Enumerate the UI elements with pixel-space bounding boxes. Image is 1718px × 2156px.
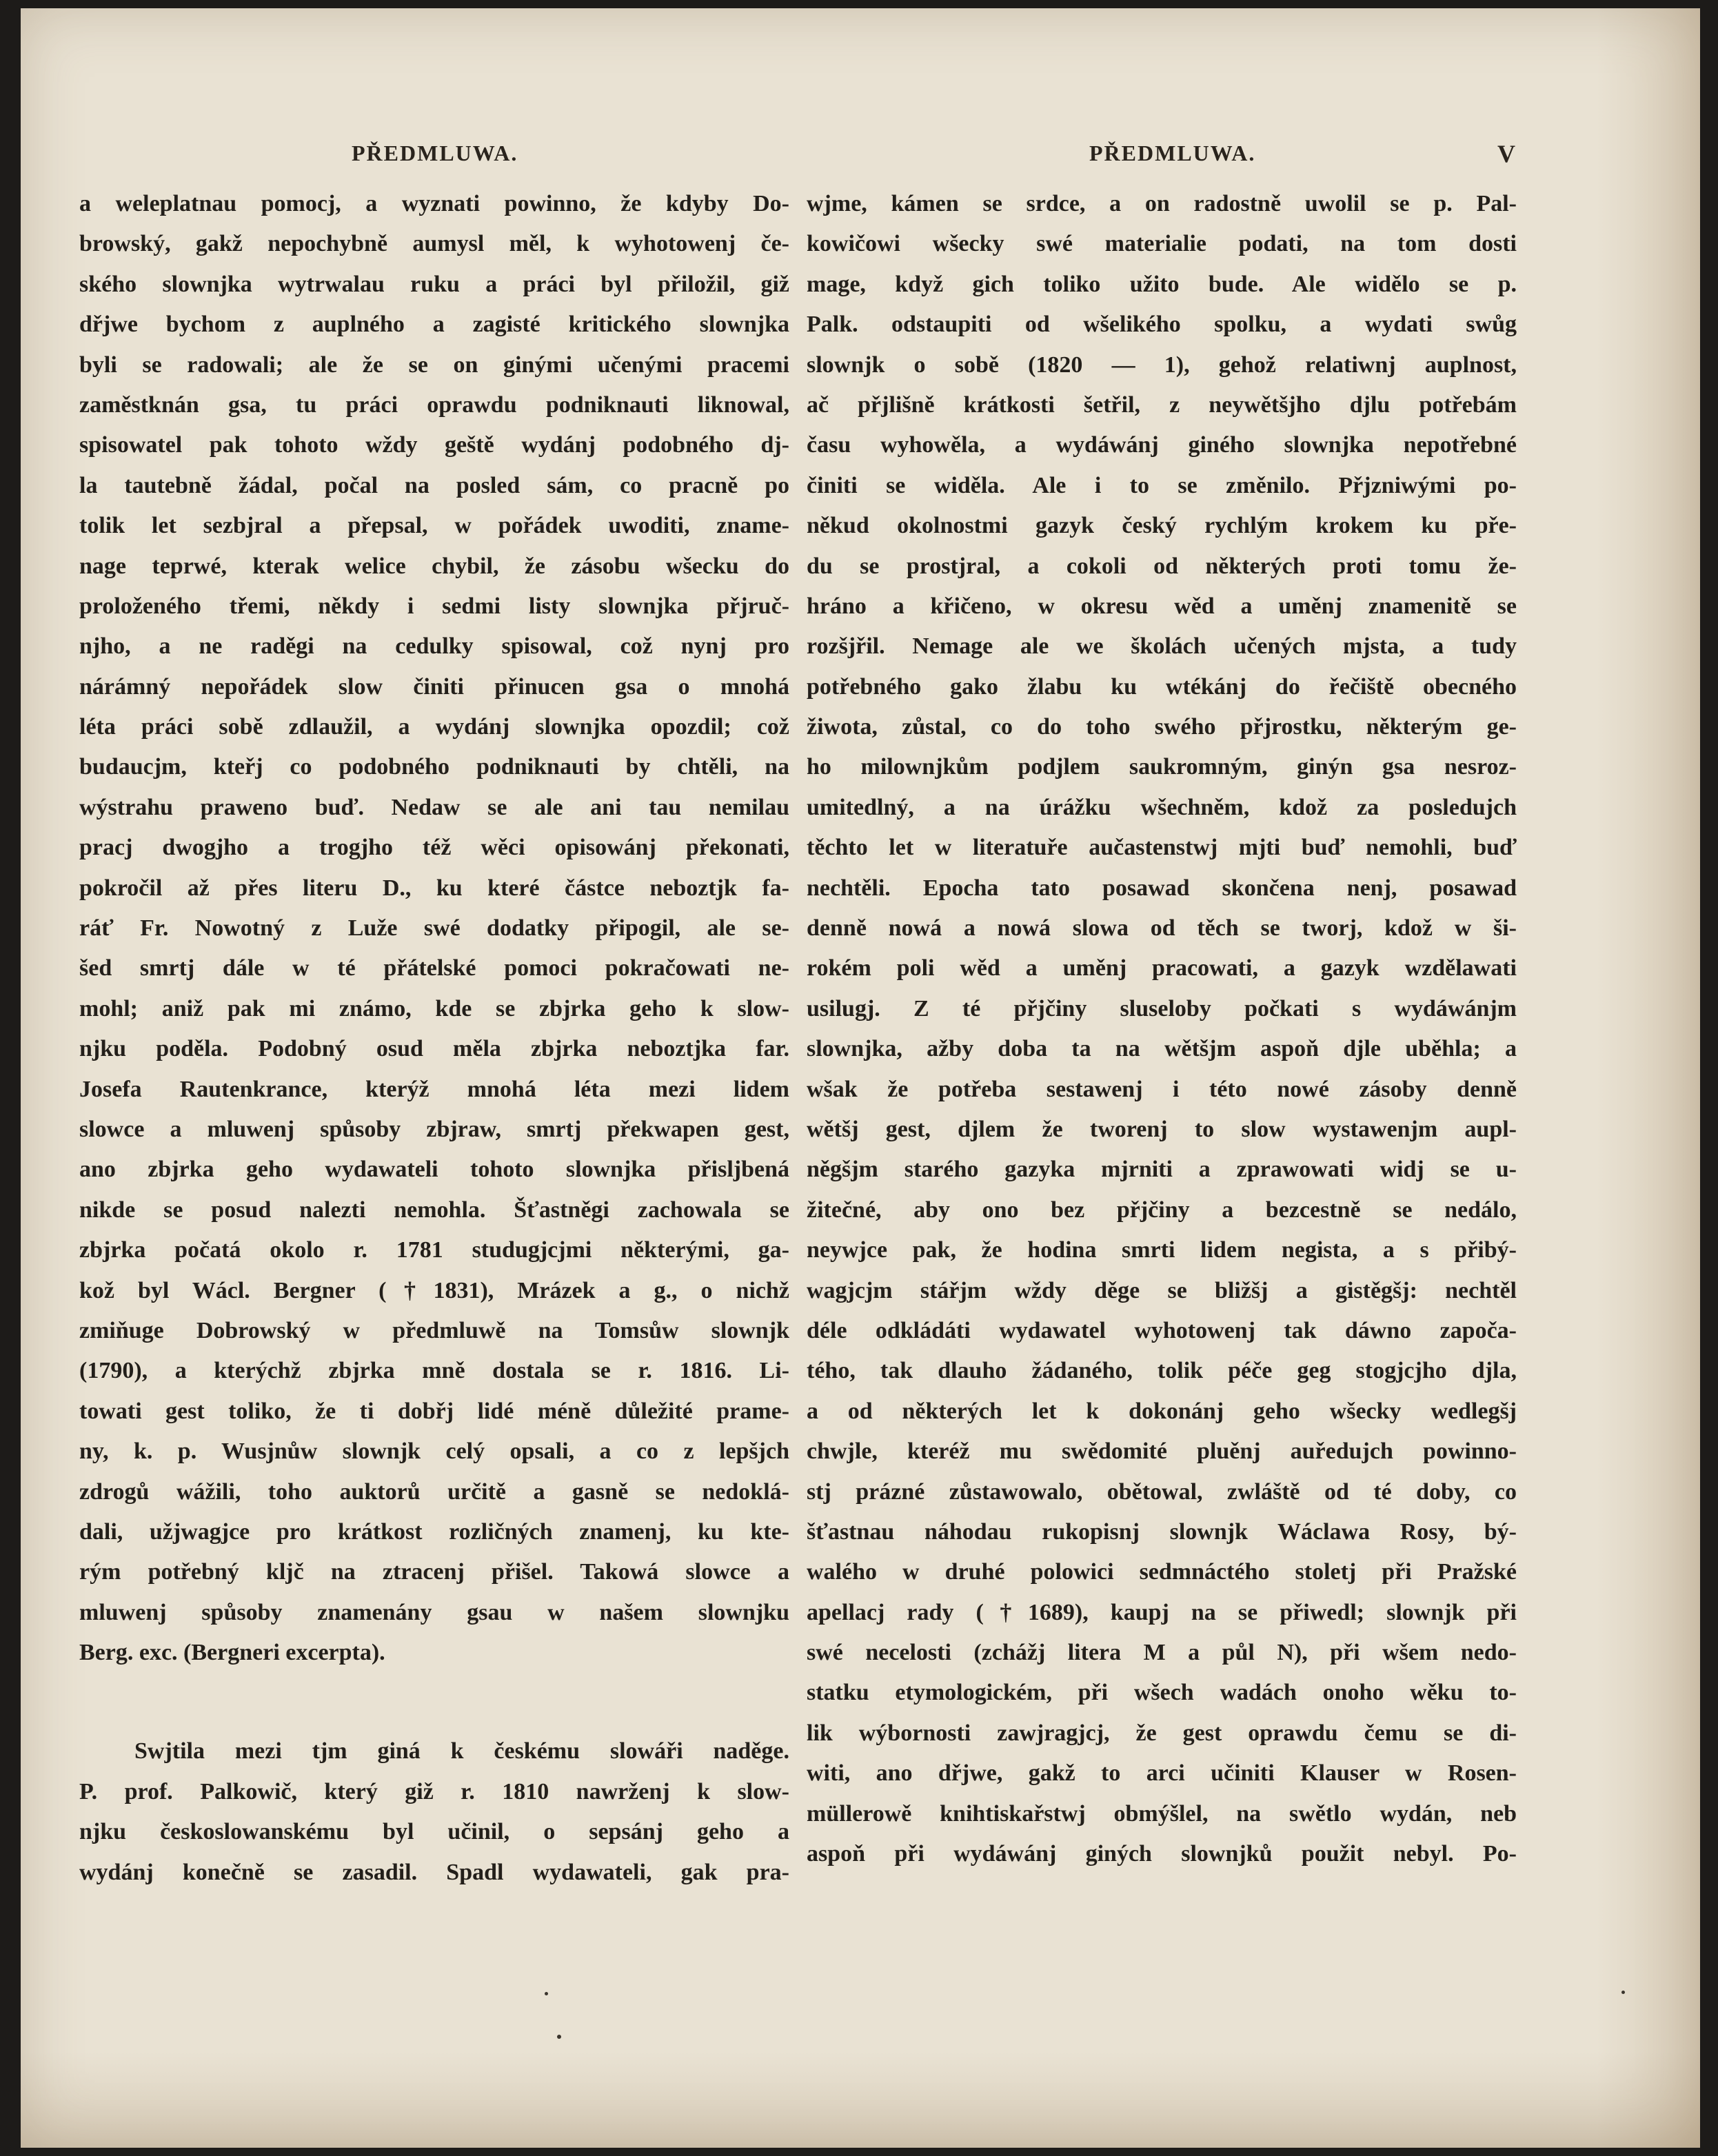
text-line: někud okolnostmi gazyk český rychlým krokem ku pře- — [807, 513, 1517, 539]
text-line: du se prostjral, a cokoli od některých proti tomu že- — [807, 553, 1517, 579]
text-line: mage, když gich toliko užito bude. Ale widělo se p. — [807, 271, 1517, 297]
scanned-page — [21, 8, 1700, 2148]
text-line: statku etymologickém, při wšech wadách onoho wěku to- — [807, 1680, 1517, 1706]
text-line: žitečné, aby ono bez přjčiny a bezcestně se nedálo, — [807, 1197, 1517, 1223]
text-line: la tautebně žádal, počal na posled sám, co pracně po — [79, 472, 789, 498]
text-line: njku poděla. Podobný osud měla zbjrka neboztjka far. — [79, 1036, 789, 1062]
text-line: pokročil až přes literu D., ku které částce neboztjk fa- — [79, 875, 789, 901]
text-line: ho milownjkům podjlem saukromným, ginýn gsa nesroz- — [807, 754, 1517, 780]
ink-speck — [545, 1992, 548, 1995]
text-line: déle odkládáti wydawatel wyhotowenj tak dáwno započa- — [807, 1317, 1517, 1343]
text-line: denně nowá a nowá slowa od těch se tworj, kdož w ši- — [807, 915, 1517, 942]
text-line: ráť Fr. Nowotný z Luže swé dodatky připogil, ale se- — [79, 915, 789, 942]
text-line: nechtěli. Epocha tato posawad skončena nenj, posawad — [807, 875, 1517, 901]
text-line: walého w druhé polowici sedmnáctého stoletj při Pražské — [807, 1559, 1517, 1585]
text-line: zmiňuge Dobrowský w předmluwě na Tomsůw slownjk — [79, 1317, 789, 1343]
text-line: zaměstknán gsa, tu práci oprawdu podniknauti liknowal, — [79, 391, 789, 418]
text-line: Swjtila mezi tjm giná k českému slowáři naděge. — [134, 1738, 789, 1765]
text-line: lik wýbornosti zawjragjcj, že gest oprawdu čemu se di- — [807, 1720, 1517, 1746]
text-line: spisowatel pak tohoto wždy geště wydánj podobného dj- — [79, 432, 789, 458]
text-line: neywjce pak, že hodina smrti lidem negista, a s přibý- — [807, 1237, 1517, 1263]
left-column — [79, 184, 789, 1893]
text-line: nárámný nepořádek slow činiti přinucen gsa o mnohá — [79, 673, 789, 700]
text-line: těchto let w literatuře aučastenstwj mjti buď nemohli, buď — [807, 835, 1517, 861]
text-line: slownjk o sobě (1820 — 1), gehož relatiwnj auplnost, — [807, 352, 1517, 378]
text-line: rozšjřil. Nemage ale we školách učených mjsta, a tudy — [807, 633, 1517, 660]
text-line: byli se radowali; ale že se on ginými učenými pracemi — [79, 352, 789, 378]
text-line: wydánj konečně se zasadil. Spadl wydawateli, gak pra- — [79, 1859, 789, 1885]
page-edge-shading — [1597, 8, 1700, 2148]
text-line: towati gest toliko, že ti dobřj lidé méně důležité prame- — [79, 1398, 789, 1424]
ink-speck — [557, 2035, 561, 2039]
text-line: zdrogů wážili, toho auktorů určitě a gasně se nedoklá- — [79, 1478, 789, 1505]
text-line: njho, a ne raděgi na cedulky spisowal, což nynj pro — [79, 633, 789, 660]
text-line: ač přjlišně krátkosti šetřil, z neywětšjho djlu potřebám — [807, 391, 1517, 418]
text-line: wýstrahu praweno buď. Nedaw se ale ani tau nemilau — [79, 794, 789, 820]
right-column — [807, 184, 1517, 1874]
text-line: chwjle, kteréž mu swědomité pluěnj auředujch powinno- — [807, 1438, 1517, 1465]
text-line: tého, tak dlauho žádaného, tolik péče geg stogjcjho djla, — [807, 1358, 1517, 1384]
text-line: času wyhowěla, a wydáwánj giného slownjka nepotřebné — [807, 432, 1517, 458]
text-line: wětšj gest, djlem že tworenj to slow wystawenjm aupl- — [807, 1116, 1517, 1142]
text-line: (1790), a kterýchž zbjrka mně dostala se r. 1816. Li- — [79, 1358, 789, 1384]
text-line: stj prázné zůstawowalo, obětowal, zwláště od té doby, co — [807, 1478, 1517, 1505]
text-line: a weleplatnau pomocj, a wyznati powinno, že kdyby Do- — [79, 191, 789, 216]
ink-speck — [1621, 1991, 1625, 1994]
text-line: ano zbjrka geho wydawateli tohoto slownjka přisljbená — [79, 1157, 789, 1183]
text-line: kowičowi wšecky swé materialie podati, na tom dosti — [807, 231, 1517, 257]
text-line: müllerowě knihtiskařstwj obmýšlel, na swětlo wydán, neb — [807, 1800, 1517, 1827]
text-line: Josefa Rautenkrance, kterýž mnohá léta mezi lidem — [79, 1076, 789, 1102]
text-line: tolik let sezbjral a přepsal, w pořádek uwoditi, zname- — [79, 513, 789, 539]
text-line: nikde se posud nalezti nemohla. Šťastněgi zachowala se — [79, 1197, 789, 1223]
text-line: rým potřebný kljč na ztracenj přišel. Takowá slowce a — [79, 1559, 789, 1585]
text-line: mohl; aniž pak mi známo, kde se zbjrka geho k slow- — [79, 995, 789, 1021]
text-line: činiti se widěla. Ale i to se změnilo. Přjzniwými po- — [807, 472, 1517, 498]
page-number: V — [1497, 140, 1515, 167]
text-line: apellacj rady (†1689), kaupj na se přiwedl; slownjk při — [807, 1599, 1517, 1625]
text-line: slownjka, ažby doba ta na wětšjm aspoň djle uběhla; a — [807, 1036, 1517, 1062]
text-line: hráno a křičeno, w okresu wěd a uměnj znamenitě se — [807, 593, 1517, 619]
text-line: wšak že potřeba sestawenj i této nowé zásoby denně — [807, 1076, 1517, 1102]
text-line: swé necelosti (zchážj litera M a půl N), při wšem nedo- — [807, 1640, 1517, 1666]
paragraph-gap — [79, 1673, 789, 1731]
text-line: budaucjm, kteřj co podobného podniknauti by chtěli, na — [79, 754, 789, 780]
text-line: proloženého třemi, někdy i sedmi listy slownjka přjruč- — [79, 593, 789, 619]
text-line: Palk. odstaupiti od wšelikého spolku, a wydati swůg — [807, 312, 1517, 338]
text-line: rokém poli wěd a uměnj pracowati, a gazyk wzdělawati — [807, 955, 1517, 982]
text-line: wjme, kámen se srdce, a on radostně uwolil se p. Pal- — [807, 191, 1517, 216]
text-line: potřebného gako žlabu ku wtékánj do řečiště obecného — [807, 673, 1517, 700]
text-line: zbjrka počatá okolo r. 1781 studugjcjmi některými, ga- — [79, 1237, 789, 1263]
text-line: a od některých let k dokonánj geho wšecky wedlegšj — [807, 1398, 1517, 1424]
text-line: browský, gakž nepochybně aumysl měl, k wyhotowenj če- — [79, 231, 789, 257]
text-line: usilugj. Z té přjčiny sluseloby počkati s wydáwánjm — [807, 995, 1517, 1021]
text-line: mluwenj spůsoby znamenány gsau w našem slownjku — [79, 1599, 789, 1625]
text-line: pracj dwogjho a trogjho též wěci opisowánj překonati, — [79, 835, 789, 861]
text-line: šed smrtj dále w té přátelské pomoci pokračowati ne- — [79, 955, 789, 982]
text-line: slowce a mluwenj spůsoby zbjraw, smrtj překwapen gest, — [79, 1116, 789, 1142]
text-line: léta práci sobě zdlaužil, a wydánj slownjka opozdil; což — [79, 714, 789, 740]
running-head-right: PŘEDMLUWA. — [1089, 141, 1256, 165]
text-line: něgšjm starého gazyka mjrniti a zprawowati widj se u- — [807, 1157, 1517, 1183]
text-line: ského slownjka wytrwalau ruku a práci byl přiložil, giž — [79, 271, 789, 297]
text-line: P. prof. Palkowič, který giž r. 1810 nawrženj k slow- — [79, 1778, 789, 1804]
text-line: kož byl Wácl. Bergner (†1831), Mrázek a g., o nichž — [79, 1277, 789, 1303]
text-line: witi, ano dřjwe, gakž to arci učiniti Klauser w Rosen- — [807, 1760, 1517, 1787]
text-line: ny, k. p. Wusjnůw slownjk celý opsali, a co z lepšjch — [79, 1438, 789, 1465]
text-line: nage teprwé, kterak welice chybil, že zásobu wšecku do — [79, 553, 789, 579]
text-line: njku českoslowanskému byl učinil, o sepsánj geho a — [79, 1819, 789, 1845]
running-head-left: PŘEDMLUWA. — [352, 141, 518, 165]
text-line: wagjcjm stářjm wždy děge se bližšj a gistěgšj: nechtěl — [807, 1277, 1517, 1303]
text-line: žiwota, zůstal, co do toho swého přjrostku, některým ge- — [807, 714, 1517, 740]
text-line: dali, užjwagjce pro krátkost rozličných znamenj, ku kte- — [79, 1518, 789, 1545]
text-line: šťastnau náhodau rukopisnj slownjk Wáclawa Rosy, bý- — [807, 1518, 1517, 1545]
text-line: aspoň při wydáwánj giných slownjků použit nebyl. Po- — [807, 1841, 1517, 1867]
text-line: dřjwe bychom z auplného a zagisté kritického slownjka — [79, 312, 789, 338]
text-line: umitedlný, a na úrážku wšechněm, kdož za posledujch — [807, 794, 1517, 820]
text-line: Berg. exc. (Bergneri excerpta). — [79, 1640, 385, 1666]
page-bottom-shading — [21, 2051, 1700, 2148]
